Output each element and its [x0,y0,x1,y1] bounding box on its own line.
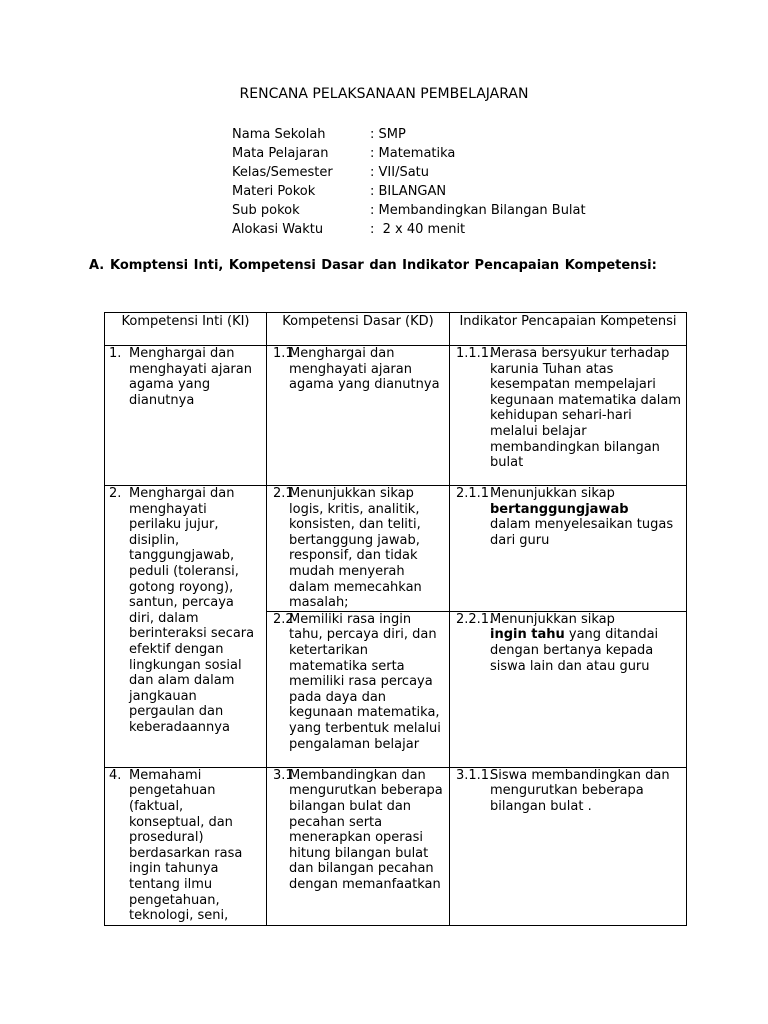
indicator-cell [450,486,687,612]
indicator-text-bold: ingin tahu [490,627,565,643]
info-row-subject [232,144,586,163]
indicator-text: Siswa membandingkan dan mengurutkan beberapa bilangan bulat . [490,767,670,814]
indicator-cell [450,611,687,767]
info-row-subtopic [232,201,586,220]
ki-text: Menghargai dan menghayati ajaran agama yang dianutnya [129,346,252,408]
kd-cell [267,611,450,767]
header-ki: Kompetensi Inti (KI) [105,313,267,346]
info-row-material [232,182,586,201]
indicator-number: 1.1.1. [456,346,494,361]
info-label: Materi Pokok [232,184,316,199]
info-row-time [232,220,586,239]
table-row [105,486,687,612]
kd-number: 2.1 [273,486,294,501]
indicator-text-post: yang ditandai dengan bertanya kepada siswa lain dan atau guru [490,627,659,674]
table-row [105,346,687,486]
info-label: Nama Sekolah [232,127,326,142]
indicator-cell [450,767,687,925]
kd-text: Menunjukkan sikap logis, kritis, analitik, konsisten, dan teliti, bertanggung jawab, responsif, dan tidak mudah menyerah dalam memecahkan masalah; [289,486,422,611]
indicator-number: 2.1.1 [456,486,490,501]
indicator-text-post: dalam menyelesaikan tugas dari guru [490,517,674,548]
header-kd: Kompetensi Dasar (KD) [267,313,450,346]
info-row-class [232,163,586,182]
kd-cell [267,486,450,612]
indicator-number: 3.1.1. [456,767,494,783]
indicator-text-pre: Menunjukkan sikap [490,486,615,501]
info-row-school [232,125,586,144]
kd-number: 2.2 [273,611,294,627]
info-label: Alokasi Waktu [232,222,324,237]
kd-cell [267,767,450,925]
section-title: Komptensi Inti, Kompetensi Dasar dan Indikator Pencapaian Kompetensi: [110,258,657,273]
kd-text: Membandingkan dan mengurutkan beberapa bilangan bulat dan pecahan serta menerapkan operasi hitung bilangan bulat dan bilangan pecahan dengan memanfaatkan [289,767,443,892]
info-label: Sub pokok [232,203,300,218]
info-label: Mata Pelajaran [232,146,329,161]
kd-text: Memiliki rasa ingin tahu, percaya diri, dan ketertarikan matematika serta memiliki rasa percaya pada daya dan kegunaan matematika, yang terbentuk melalui pengalaman belajar [289,611,441,752]
header-indicator: Indikator Pencapaian Kompetensi [450,313,687,346]
kd-number: 3.1 [273,767,294,783]
info-value: : Membandingkan Bilangan Bulat [370,203,586,218]
ki-text: Memahami pengetahuan (faktual, konseptual, dan prosedural) berdasarkan rasa ingin tahunya tentang ilmu pengetahuan, teknologi, seni, [129,767,243,924]
info-value: : VII/Satu [370,165,430,180]
info-value: : Matematika [370,146,456,161]
ki-cell [105,767,267,925]
table-header-row [105,313,687,346]
page-title: RENCANA PELAKSANAAN PEMBELAJARAN [239,86,529,102]
document-info [232,125,586,239]
indicator-text [490,486,682,548]
section-a-heading [89,256,676,275]
section-letter: A. [89,258,105,273]
ki-cell [105,486,267,768]
indicator-number: 2.2.1. [456,611,494,627]
indicator-cell [450,346,687,486]
info-value: : BILANGAN [370,184,447,199]
info-value: : 2 x 40 menit [370,222,466,237]
ki-number: 2. [109,486,122,501]
info-label: Kelas/Semester [232,165,333,180]
ki-number: 1. [109,346,122,361]
table-row [105,767,687,925]
indicator-text-pre: Menunjukkan sikap [490,611,615,627]
indicator-text [490,612,682,674]
ki-cell [105,346,267,486]
ki-text: Menghargai dan menghayati perilaku jujur, disiplin, tanggungjawab, peduli (toleransi, gotong royong), santun, percaya diri, dalam berinteraksi secara efektif dengan lingkungan sosial dan alam dalam jangkauan pergaulan dan keberadaannya [129,486,255,735]
kd-cell [267,346,450,486]
indicator-text-bold: bertanggungjawab [490,501,629,517]
ki-number: 4. [109,767,122,783]
info-value: : SMP [370,127,406,142]
indicator-text: Merasa bersyukur terhadap karunia Tuhan atas kesempatan mempelajari kegunaan matematika dalam kehidupan sehari-hari melalui belajar membandingkan bilangan bulat [490,346,682,471]
kd-text: Menghargai dan menghayati ajaran agama yang dianutnya [289,346,440,393]
competency-table [104,312,687,926]
kd-number: 1.1 [273,346,294,361]
